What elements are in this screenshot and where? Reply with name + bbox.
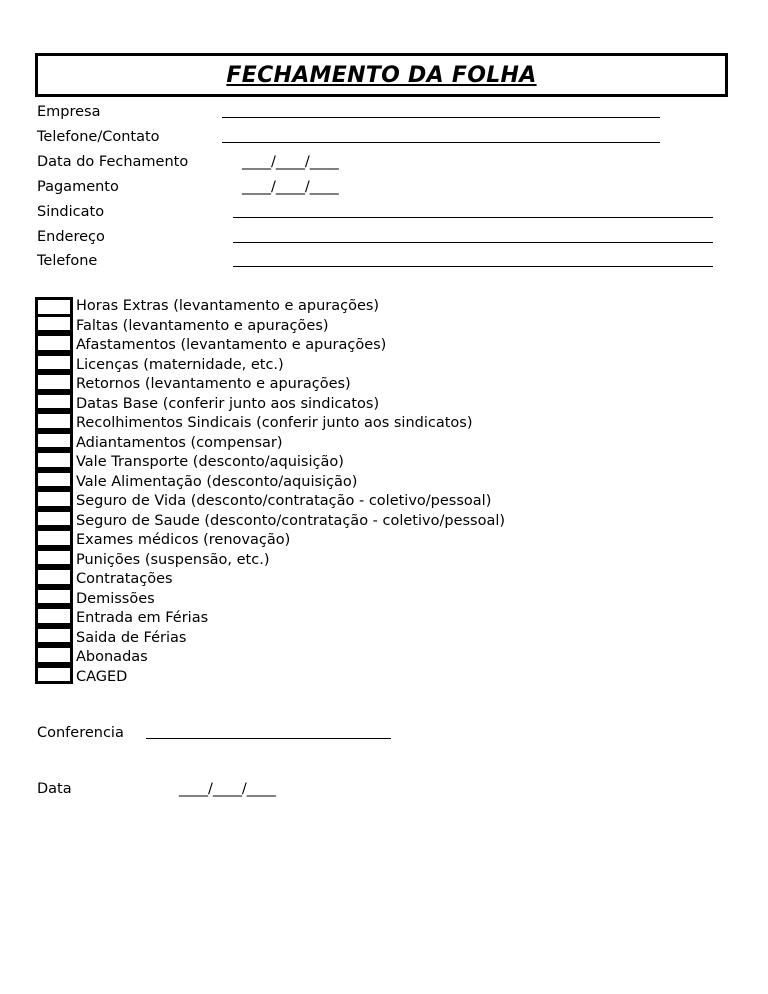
checklist-item — [35, 414, 505, 434]
checkbox[interactable] — [35, 431, 73, 451]
checkbox[interactable] — [35, 509, 73, 529]
checkbox[interactable] — [35, 489, 73, 509]
checklist-item-label: CAGED — [76, 668, 128, 685]
checklist-item — [35, 590, 505, 610]
checklist-item-label: Punições (suspensão, etc.) — [76, 551, 270, 568]
checkbox[interactable] — [35, 372, 73, 392]
label-telefone: Telefone — [37, 253, 98, 269]
checklist-item-label: Contratações — [76, 571, 173, 587]
checklist-item — [35, 629, 505, 649]
checkbox[interactable] — [35, 567, 73, 587]
conferencia-field-line[interactable] — [146, 738, 391, 739]
checklist-item-label: Recolhimentos Sindicais (conferir junto aos sindicatos) — [76, 415, 473, 431]
label-conferencia: Conferencia — [37, 725, 124, 741]
checklist-item — [35, 317, 505, 337]
checklist-item-label: Faltas (levantamento e apurações) — [76, 317, 329, 334]
checklist-item-label: Demissões — [76, 590, 155, 607]
checkbox[interactable] — [35, 353, 73, 373]
checkbox[interactable] — [35, 333, 73, 353]
checklist-item — [35, 356, 505, 376]
checklist-item-label: Abonadas — [76, 649, 148, 665]
checklist-item — [35, 551, 505, 571]
checklist-item-label: Retornos (levantamento e apurações) — [76, 376, 351, 392]
checkbox[interactable] — [35, 470, 73, 490]
checklist-item — [35, 453, 505, 473]
checklist-item — [35, 473, 505, 493]
label-data: Data — [37, 781, 72, 797]
checkbox[interactable] — [35, 411, 73, 431]
checklist-item-label: Adiantamentos (compensar) — [76, 434, 283, 451]
checklist-item-label: Exames médicos (renovação) — [76, 532, 291, 548]
checklist-item-label: Datas Base (conferir junto aos sindicatos) — [76, 395, 380, 412]
telefone-contato-field-line[interactable] — [222, 142, 660, 143]
label-pagamento: Pagamento — [37, 179, 119, 195]
checklist — [35, 297, 505, 687]
checklist-item — [35, 434, 505, 454]
label-sindicato: Sindicato — [37, 204, 105, 220]
checklist-item — [35, 648, 505, 668]
checklist-item — [35, 609, 505, 629]
checklist-item — [35, 375, 505, 395]
checklist-item — [35, 668, 505, 688]
checklist-item-label: Seguro de Saude (desconto/contratação - coletivo/pessoal) — [76, 512, 506, 529]
checklist-item — [35, 297, 505, 317]
label-telefone-contato: Telefone/Contato — [37, 129, 160, 145]
checklist-item-label: Saida de Férias — [76, 629, 187, 646]
checklist-item — [35, 492, 505, 512]
sindicato-field-line[interactable] — [233, 217, 713, 218]
checkbox[interactable] — [35, 587, 73, 607]
checklist-item-label: Horas Extras (levantamento e apurações) — [76, 298, 380, 314]
checkbox[interactable] — [35, 606, 73, 626]
checkbox[interactable] — [35, 392, 73, 412]
checklist-item — [35, 512, 505, 532]
checkbox[interactable] — [35, 665, 73, 685]
label-data-fechamento: Data do Fechamento — [37, 154, 189, 170]
data-date-field[interactable]: ____/____/____ — [179, 781, 276, 797]
telefone-field-line[interactable] — [233, 266, 713, 267]
page-title: FECHAMENTO DA FOLHA — [226, 62, 537, 88]
endereco-field-line[interactable] — [233, 242, 713, 243]
checkbox[interactable] — [35, 528, 73, 548]
checklist-item-label: Vale Alimentação (desconto/aquisição) — [76, 473, 358, 490]
checklist-item — [35, 531, 505, 551]
label-empresa: Empresa — [37, 104, 101, 120]
checklist-item — [35, 395, 505, 415]
checklist-item-label: Afastamentos (levantamento e apurações) — [76, 337, 387, 353]
checkbox[interactable] — [35, 314, 73, 334]
data-fechamento-date-field[interactable]: ____/____/____ — [242, 154, 339, 170]
title-box — [35, 53, 728, 97]
empresa-field-line[interactable] — [222, 117, 660, 118]
pagamento-date-field[interactable]: ____/____/____ — [242, 179, 339, 195]
label-endereco: Endereço — [37, 229, 105, 245]
checklist-item-label: Vale Transporte (desconto/aquisição) — [76, 454, 344, 470]
checklist-item — [35, 336, 505, 356]
checkbox[interactable] — [35, 548, 73, 568]
checklist-item — [35, 570, 505, 590]
checkbox[interactable] — [35, 450, 73, 470]
checkbox[interactable] — [35, 626, 73, 646]
checklist-item-label: Entrada em Férias — [76, 610, 209, 626]
checkbox[interactable] — [35, 645, 73, 665]
checklist-item-label: Seguro de Vida (desconto/contratação - coletivo/pessoal) — [76, 493, 492, 509]
checklist-item-label: Licenças (maternidade, etc.) — [76, 356, 284, 373]
